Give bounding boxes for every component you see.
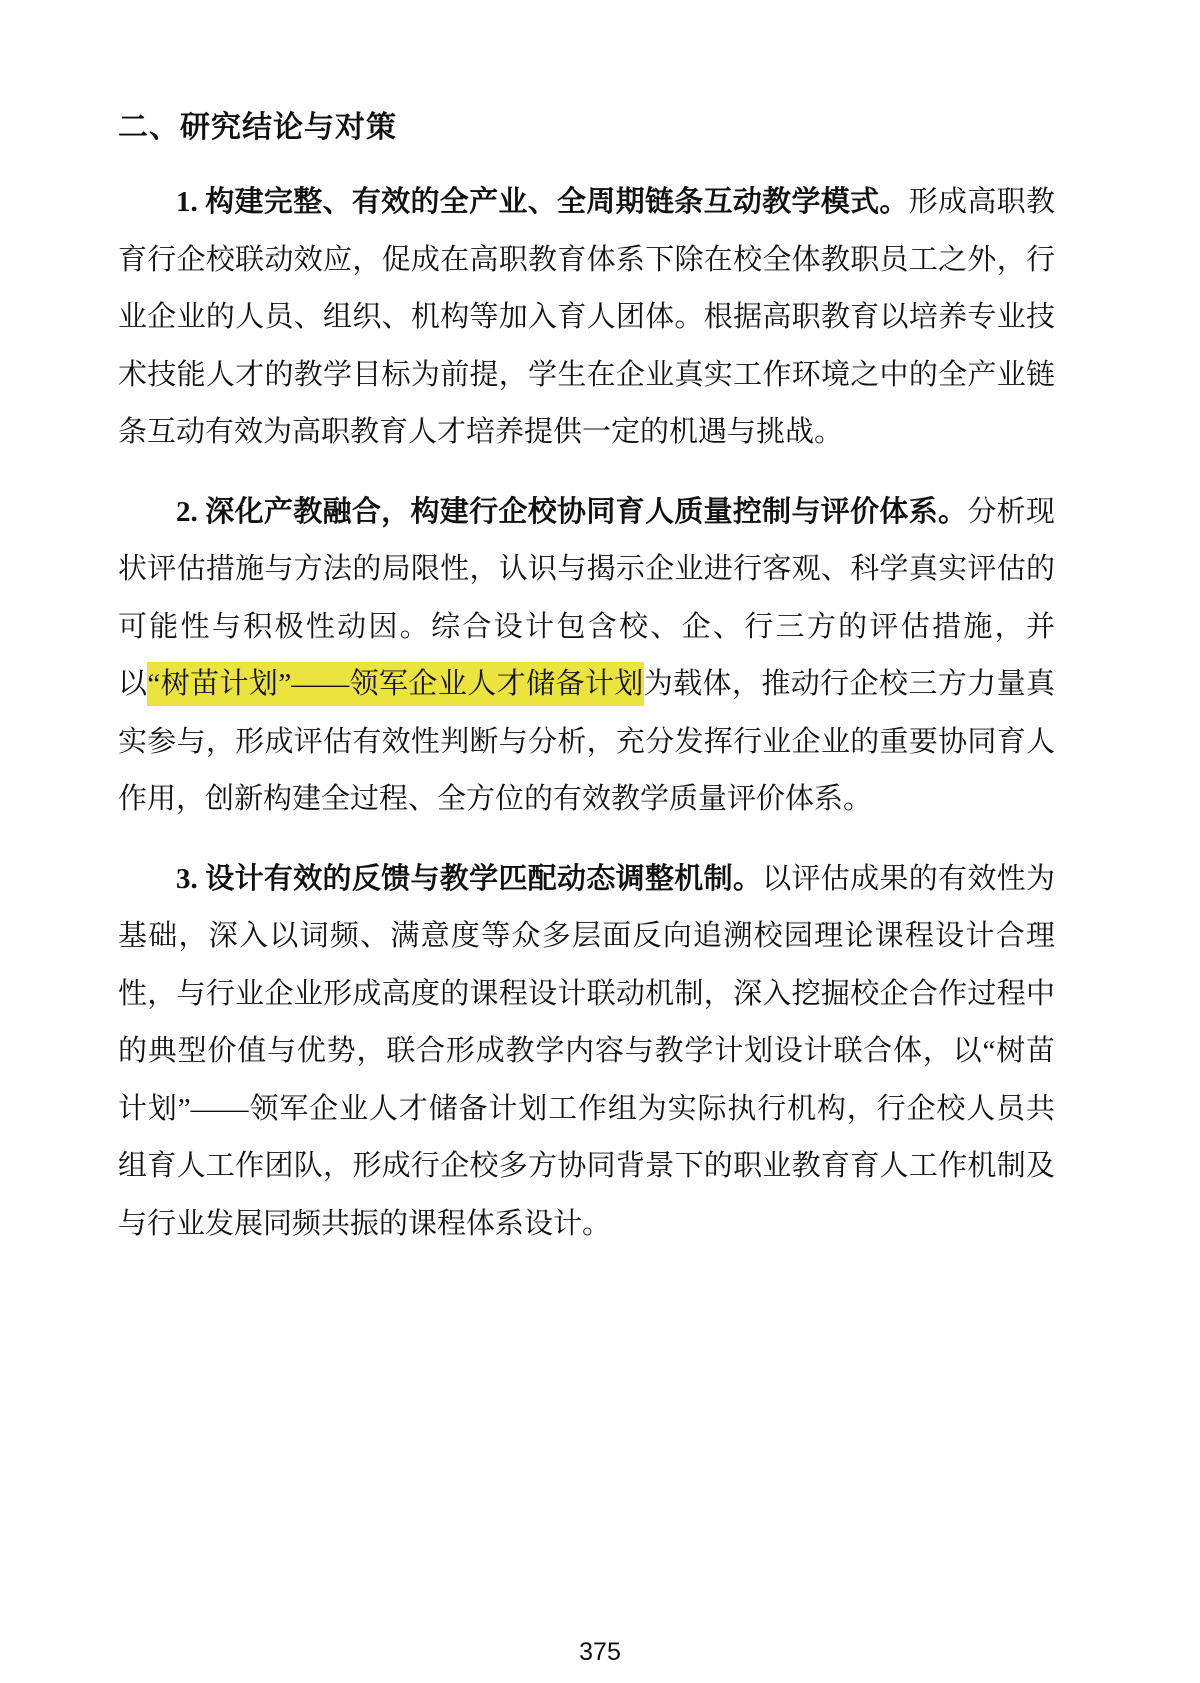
paragraph-3 [118, 851, 1055, 1254]
document-body [118, 108, 1055, 1253]
paragraph-3-lead: 3. 设计有效的反馈与教学匹配动态调整机制。 [176, 862, 763, 895]
paragraph-2-text-after-highlight: 为载体，推动行企校三方力量真实参与，形成评估有效性判断与分析，充分发挥行业企业的重要协同育人作用，创新构建全过程、全方位的有效教学质量评价体系。 [118, 668, 1055, 815]
highlighted-text: “树苗计划”——领军企业人才储备计划 [147, 662, 643, 706]
paragraph-2-lead: 2. 深化产教融合，构建行企校协同育人质量控制与评价体系。 [176, 495, 968, 528]
paragraph-2-text-before-highlight: 分析现状评估措施与方法的局限性，认识与揭示企业进行客观、科学真实评估的可能性与积极性动因。综合设计包含校、企、行三方的评估措施，并以 [118, 495, 1055, 700]
paragraph-3-text: 以评估成果的有效性为基础，深入以词频、满意度等众多层面反向追溯校园理论课程设计合理性，与行业企业形成高度的课程设计联动机制，深入挖掘校企合作过程中的典型价值与优势，联合形成教学内容与教学计划设计联合体，以“树苗计划”——领军企业人才储备计划工作组为实际执行机构，行企校人员共组育人工作团队，形成行企校多方协同背景下的职业教育育人工作机制及与行业发展同频共振的课程体系设计。 [118, 862, 1055, 1240]
paragraph-1-lead: 1. 构建完整、有效的全产业、全周期链条互动教学模式。 [176, 186, 909, 218]
page-number: 375 [579, 1638, 621, 1666]
section-heading: 二、研究结论与对策 [118, 111, 397, 144]
paragraph-2 [118, 484, 1055, 829]
paragraph-1 [118, 174, 1055, 462]
paragraph-1-text: 形成高职教育行企校联动效应，促成在高职教育体系下除在校全体教职员工之外，行业企业的人员、组织、机构等加入育人团体。根据高职教育以培养专业技术技能人才的教学目标为前提，学生在企业真实工作环境之中的全产业链条互动有效为高职教育人才培养提供一定的机遇与挑战。 [118, 186, 1055, 448]
